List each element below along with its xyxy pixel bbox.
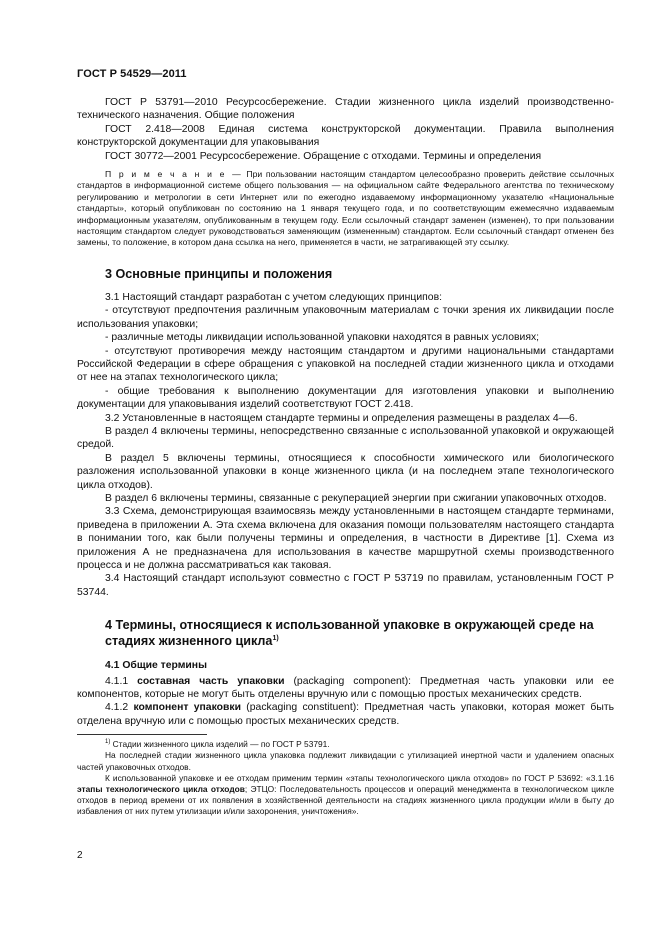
footnote-divider [77,734,207,735]
para-3-1: 3.1 Настоящий стандарт разработан с учетом следующих принципов: [105,291,442,303]
term-4-1-2-definition: (packaging constituent): Предметная часть упаковки, которая может быть отделена вручную или с помощью простых механических средств. [77,702,615,727]
subsection-4-1-title: 4.1 Общие термины [105,660,207,672]
footnote-1-line-2: На последней стадии жизненного цикла упаковка подлежит ликвидации с утилизацией инертной части и удалением опасных частей упаковочных отходов. [77,750,614,772]
section-4-title [77,617,614,649]
para-3-3: 3.3 Схема, демонстрирующая взаимосвязь между установленными в настоящем стандарте терминами, приведена в приложении А. Эта схема включена для оказания помощи пользователям настоящего стандарта в понимании того, как были получены термины и определения, в частности в Директиве [1]. Схема из приложения А не предназначена для использования в качестве маршрутной схемы производственного процесса и не должна рассматриваться как таковая. [77,506,614,571]
footnote-1-line-1: Стадии жизненного цикла изделий — по ГОСТ Р 53791. [110,739,330,750]
term-4-1-1 [77,675,614,702]
term-4-1-1-name: составная часть упаковки [137,675,285,687]
para-section-4-scope: В раздел 4 включены термины, непосредственно связанные с использованной упаковкой и окружающей средой. [77,425,614,451]
note-label: П р и м е ч а н и е — [105,169,243,180]
footnote-1-line-3 [77,773,614,818]
list-item-3: - отсутствуют противоречия между настоящим стандартом и другими национальными стандартами Российской Федерации в сфере обращения с упаковкой на последней стадии жизненного цикла и отходами от нее на этапах технологического цикла; [77,345,614,384]
footnote-mark: 1) [105,739,111,746]
para-section-5-scope: В раздел 5 включены термины, относящиеся к способности химического или биологического разложения использованной упаковки в конце жизненного цикла (и на последнем этапе технологического цикла отходов). [77,452,614,491]
term-4-1-1-num: 4.1.1 [105,675,138,687]
term-4-1-2 [77,701,614,728]
page-number: 2 [77,850,83,861]
note-text: При пользовании настоящим стандартом целесообразно проверить действие ссылочных стандартов в информационной системе общего пользования — на официальном сайте Федерального агентства по техническому регулированию и метрологии в сети Интернет или по ежегодно издаваемому информационному указателю «Национальные стандарты», который опубликован по состоянию на 1 января текущего года, и по соответствующим ежемесячно издаваемым информационным указателям, опубликованным в текущем году. Если ссылочный стандарт заменен (изменен), то при пользовании настоящим стандартом следует руководствоваться заменяющим (измененным) стандартом. Если ссылочный стандарт отменен без замены, то положение, в котором дана ссылка на него, применяется в части, не затрагивающей эту ссылку. [77,169,614,248]
footnote-1-line-3-c: ; ЭТЦО: Последовательность процессов и операций менеджмента в технологическом цикле отходов в период времени от их появления в хозяйственной деятельности на стадиях жизненного цикла продукции и/или в быту до избавления от них путем утилизации и/или захоронения, уничтожения». [77,784,614,817]
para-3-2: 3.2 Установленные в настоящем стандарте термины и определения размещены в разделах 4—6. [105,412,578,424]
standard-header: ГОСТ Р 54529—2011 [77,68,187,80]
term-4-1-1-definition: (packaging component): Предметная часть упаковки или ее компонентов, которые не могут быть отделены вручную или с помощью простых механических средств. [77,675,614,701]
list-item-1: - отсутствуют предпочтения различным упаковочным материалам с точки зрения их ликвидации после использования упаковки; [77,305,614,330]
section-3-title: 3 Основные принципы и положения [105,266,333,281]
footnote-1 [77,739,614,750]
document-body [77,96,614,818]
para-3-4: 3.4 Настоящий стандарт используют совместно с ГОСТ Р 53719 по правилам, установленным ГОСТ Р 53744. [77,573,614,598]
ref-gost-53791: ГОСТ Р 53791—2010 Ресурсосбережение. Стадии жизненного цикла изделий производственно-технического назначения. Общие положения [77,97,614,122]
ref-gost-30772: ГОСТ 30772—2001 Ресурсосбережение. Обращение с отходами. Термины и определения [105,150,542,162]
ref-gost-2418: ГОСТ 2.418—2008 Единая система конструкторской документации. Правила выполнения конструкторской документации для упаковывания [77,123,614,149]
term-4-1-2-name: компонент упаковки [133,702,241,714]
footnote-ref-1: 1) [272,635,279,643]
list-item-2: - различные методы ликвидации использованной упаковки находятся в равных условиях; [105,332,540,344]
list-item-4: - общие требования к выполнению документации для изготовления упаковки и выполнению документации для упаковывания изделий соответствуют ГОСТ 2.418. [77,385,614,411]
references-note [77,169,614,249]
para-section-6-scope: В раздел 6 включены термины, связанные с рекуперацией энергии при сжигании упаковочных отходов. [105,492,607,504]
footnote-1-line-3-a: К использованной упаковке и ее отходам применим термин «этапы технологического цикла отходов» по ГОСТ Р 53692: «3.1.16 [105,772,614,783]
footnote-1-line-3-term: этапы технологического цикла отходов [77,784,245,795]
section-4-title-text: 4 Термины, относящиеся к использованной упаковке в окружающей среде на стадиях жизненного цикла [105,618,594,649]
term-4-1-2-num: 4.1.2 [105,702,134,714]
